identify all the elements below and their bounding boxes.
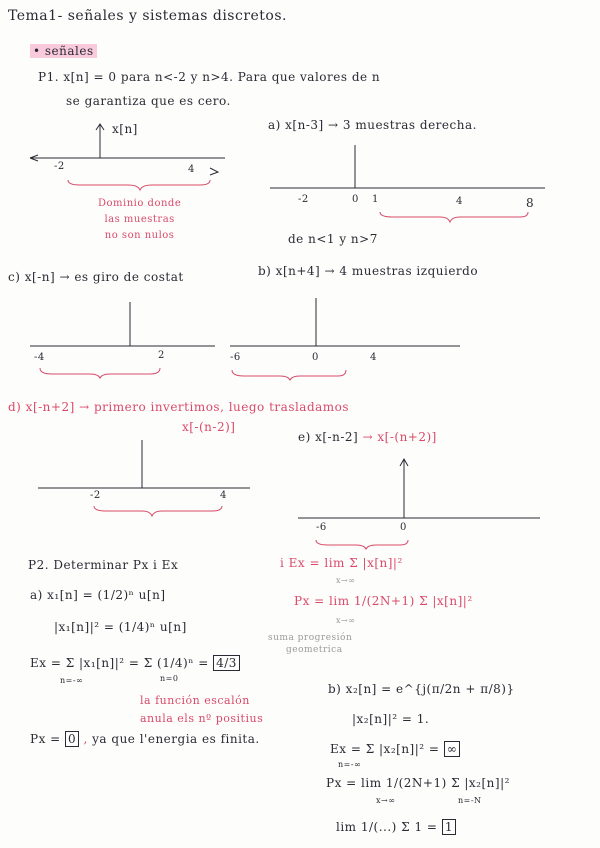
domain-note: Dominio donde las muestras no son nulos — [98, 198, 182, 241]
a-tick-4: 4 — [456, 196, 463, 207]
a-range: de n<1 y n>7 — [288, 232, 378, 246]
a-tick-1: 1 — [372, 194, 379, 205]
section-heading: • señales — [30, 44, 97, 58]
p1-c-text: c) x[-n] → es giro de costat — [8, 270, 184, 284]
p1-statement-line2: se garantiza que es cero. — [66, 94, 231, 108]
e-tick-0: 0 — [400, 522, 407, 533]
b-ex-box: ∞ — [444, 741, 461, 757]
d-tick-4: 4 — [220, 490, 227, 501]
b-tick-m6: -6 — [230, 352, 241, 363]
b-ex-sub: n=-∞ — [338, 760, 362, 769]
p1-d-sub: x[-(n-2)] — [182, 420, 236, 434]
e-tick-m6: -6 — [316, 522, 327, 533]
p1-statement-line1: P1. x[n] = 0 para n<-2 y n>4. Para que valores de n — [38, 70, 381, 84]
p2-b-line1: b) x₂[n] = e^{j(π/2n + π/8)} — [328, 682, 515, 696]
a-tick-8: 8 — [526, 196, 535, 210]
c-brace — [40, 368, 160, 378]
suma-note: suma progresión geometrica — [268, 633, 353, 655]
d-brace — [94, 506, 222, 516]
ex-definition-sub: x→∞ — [336, 576, 356, 585]
p2-title: P2. Determinar Px i Ex — [28, 558, 179, 572]
p2-b-line2: |x₂[n]|² = 1. — [352, 712, 430, 726]
p2-a-ex: Ex = Σ |x₁[n]|² = Σ (1/4)ⁿ = 4/3 — [30, 656, 240, 670]
c-tick-m4: -4 — [34, 352, 45, 363]
funcion-note: la función escalón anula els nº positius — [140, 694, 264, 725]
page-title: Tema1- señales y sistemas discretos. — [8, 8, 287, 24]
a-ex-result-box: 4/3 — [213, 655, 240, 671]
a-brace — [380, 212, 528, 222]
b-px-sub: x→∞ — [376, 796, 396, 805]
p2-a-line1: a) x₁[n] = (1/2)ⁿ u[n] — [30, 588, 166, 602]
a-sum-from1: n=-∞ — [60, 676, 84, 685]
c-tick-2: 2 — [158, 350, 165, 361]
b-tick-4: 4 — [370, 352, 377, 363]
px-definition: Px = lim 1/(2N+1) Σ |x[n]|² — [294, 594, 473, 608]
xn-tick-4: 4 — [188, 164, 195, 175]
p1-d-text: d) x[-n+2] → primero invertimos, luego trasladamos — [8, 400, 350, 414]
p1-a-text: a) x[n-3] → 3 muestras derecha. — [268, 118, 477, 132]
p2-a-px: Px = 0 , ya que l'energia es finita. — [30, 732, 260, 746]
e-brace — [316, 540, 408, 549]
ex-definition: i Ex = lim Σ |x[n]|² — [280, 556, 403, 570]
b-tick-0: 0 — [312, 352, 319, 363]
b-brace — [232, 370, 346, 380]
p2-b-ex: Ex = Σ |x₂[n]|² = ∞ — [330, 742, 460, 756]
p2-a-line2: |x₁[n]|² = (1/4)ⁿ u[n] — [54, 620, 187, 634]
b-lim-box: 1 — [442, 819, 456, 835]
xn-brace — [68, 180, 210, 190]
xn-label: x[n] — [112, 122, 138, 136]
b-px-range: n=-N — [458, 796, 482, 805]
p1-b-text: b) x[n+4] → 4 muestras izquierdo — [258, 264, 479, 278]
a-px-box: 0 — [65, 731, 79, 747]
p1-e-text: e) x[-n-2] → x[-(n+2)] — [298, 430, 437, 444]
xn-right-arrow — [210, 168, 218, 175]
xn-tick-m2: -2 — [54, 161, 65, 172]
px-definition-sub: x→∞ — [336, 616, 356, 625]
p2-b-lim: lim 1/(...) Σ 1 = 1 — [336, 820, 456, 834]
a-sum-from2: n=0 — [160, 674, 179, 683]
a-tick-m2: -2 — [298, 194, 309, 205]
p2-b-px: Px = lim 1/(2N+1) Σ |x₂[n]|² — [326, 776, 510, 790]
a-tick-0: 0 — [352, 194, 359, 205]
d-tick-m2: -2 — [90, 490, 101, 501]
